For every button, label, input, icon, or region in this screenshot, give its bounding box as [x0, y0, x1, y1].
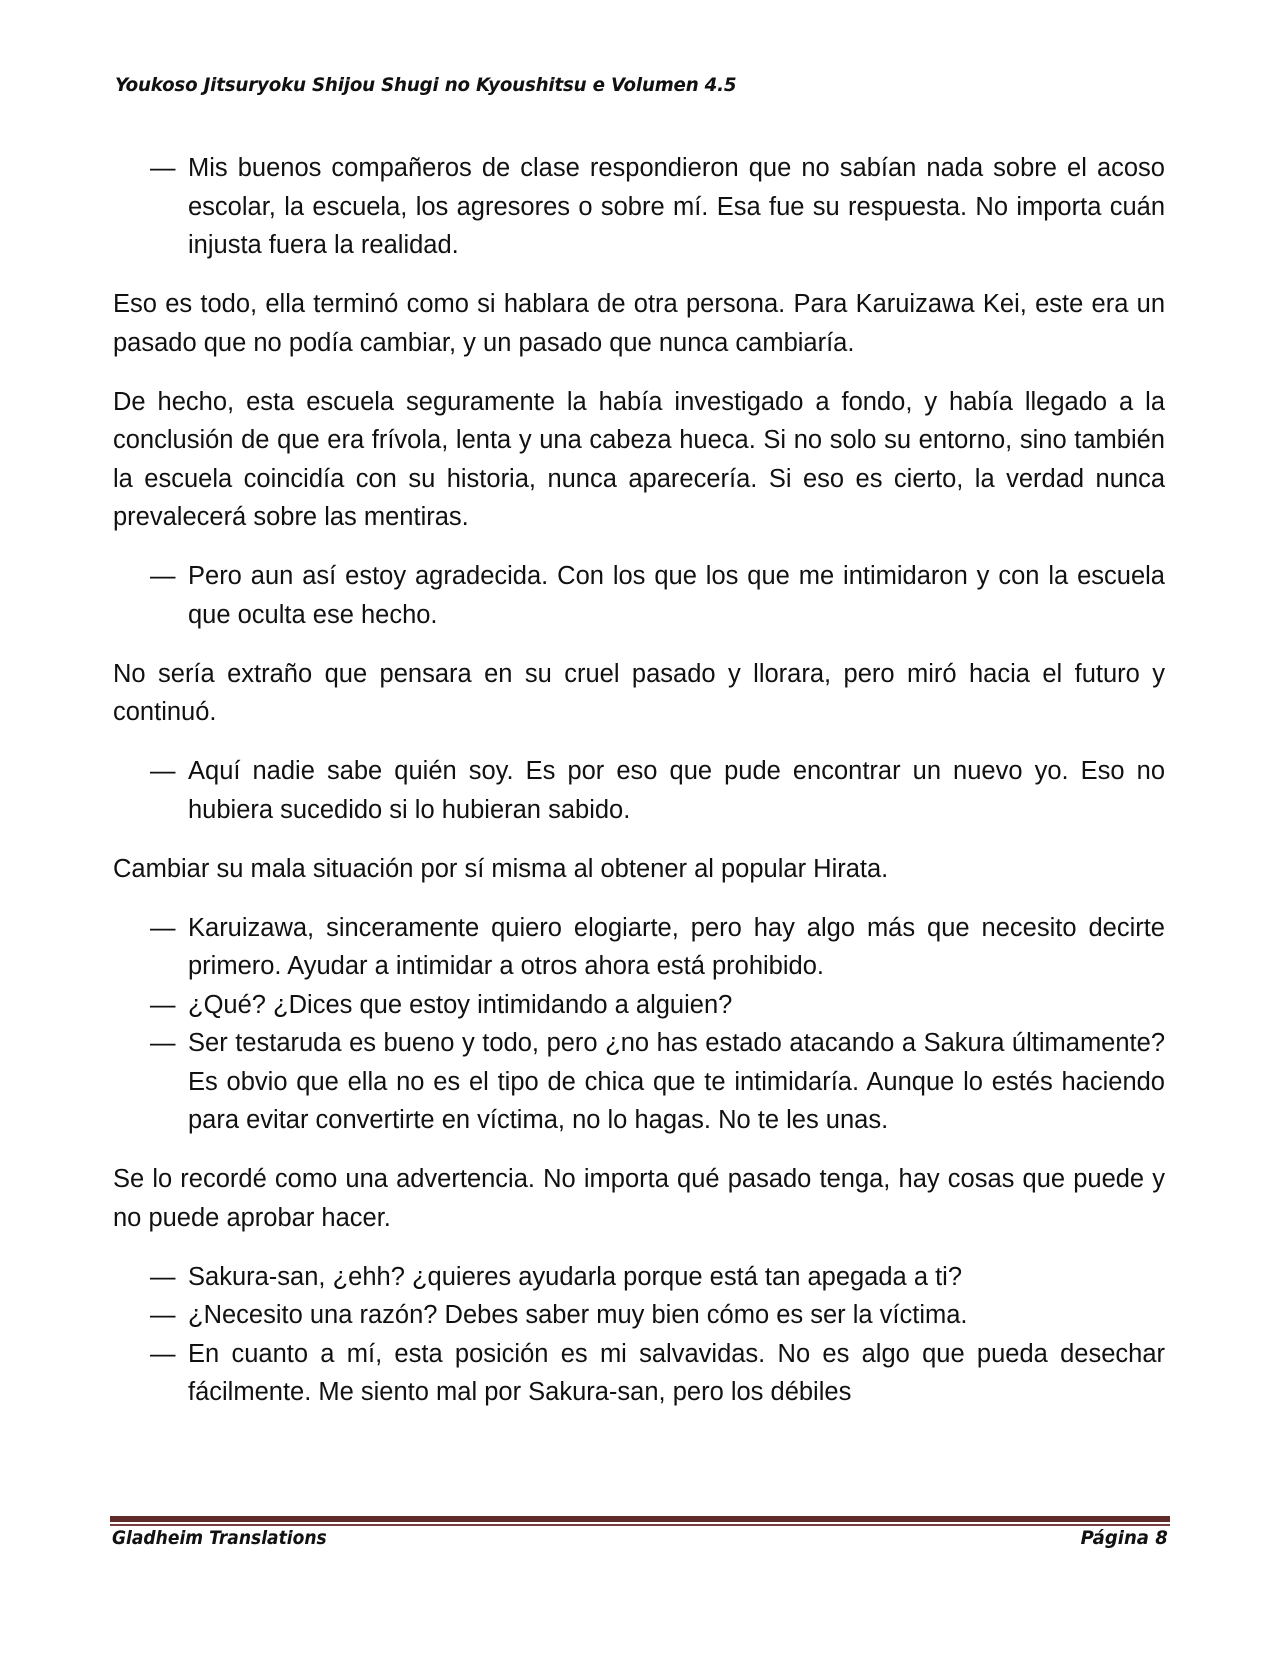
- em-dash: —: [150, 913, 176, 942]
- footer-rule: [110, 1516, 1170, 1526]
- footer-rule-thin: [110, 1524, 1170, 1526]
- dialogue-text: Ser testaruda es bueno y todo, pero ¿no has estado atacando a Sakura últimamente? Es obvio que ella no es el tipo de chica que te intimidaría. Aunque lo estés haciendo para evitar convertirte en víctima, no lo hagas. No te les unas.: [188, 1029, 1165, 1134]
- em-dash: —: [150, 990, 176, 1019]
- dialogue-text: ¿Necesito una razón? Debes saber muy bien cómo es ser la víctima.: [188, 1301, 968, 1329]
- running-header-title: Youkoso Jitsuryoku Shijou Shugi no Kyoushitsu e Volumen 4.5: [115, 74, 737, 96]
- dialogue-text: Pero aun así estoy agradecida. Con los que los que me intimidaron y con la escuela que oculta ese hecho.: [188, 562, 1165, 629]
- dialogue-line: [113, 752, 1165, 829]
- dialogue-line: [113, 1258, 1165, 1297]
- em-dash: —: [150, 1262, 176, 1291]
- em-dash: —: [150, 757, 176, 785]
- dialogue-line: [113, 149, 1165, 265]
- dialogue-text: Aquí nadie sabe quién soy. Es por eso que pude encontrar un nuevo yo. Eso no hubiera sucedido si lo hubieran sabido.: [188, 757, 1165, 824]
- dialogue-text: Sakura-san, ¿ehh? ¿quieres ayudarla porque está tan apegada a ti?: [188, 1262, 963, 1291]
- paragraph: De hecho, esta escuela seguramente la había investigado a fondo, y había llegado a la conclusión de que era frívola, lenta y una cabeza hueca. Si no solo su entorno, sino también la escuela coincidía con su historia, nunca aparecería. Si eso es cierto, la verdad nunca prevalecerá sobre las mentiras.: [113, 387, 1165, 531]
- dialogue-group: [113, 752, 1165, 829]
- dialogue-group: [113, 909, 1165, 1140]
- dialogue-text: Karuizawa, sinceramente quiero elogiarte, pero hay algo más que necesito decirte primero. Ayudar a intimidar a otros ahora está prohibido.: [188, 913, 1165, 980]
- footer-publisher: Gladheim Translations: [112, 1527, 327, 1549]
- footer-page-number: Página 8: [1080, 1527, 1168, 1549]
- em-dash: —: [150, 562, 176, 590]
- dialogue-text: Mis buenos compañeros de clase respondieron que no sabían nada sobre el acoso escolar, la escuela, los agresores o sobre mí. Esa fue su respuesta. No importa cuán injusta fuera la realidad.: [188, 154, 1165, 259]
- dialogue-text: ¿Qué? ¿Dices que estoy intimidando a alguien?: [188, 990, 733, 1019]
- em-dash: —: [150, 1029, 176, 1057]
- em-dash: —: [150, 154, 176, 182]
- footer-rule-thick: [110, 1516, 1170, 1522]
- paragraph: Cambiar su mala situación por sí misma al obtener al popular Hirata.: [113, 854, 889, 883]
- dialogue-line: [113, 909, 1165, 986]
- dialogue-line: [113, 1296, 1165, 1335]
- dialogue-group: [113, 149, 1165, 265]
- paragraph: Eso es todo, ella terminó como si hablara de otra persona. Para Karuizawa Kei, este era un pasado que no podía cambiar, y un pasado que nunca cambiaría.: [113, 290, 1165, 357]
- em-dash: —: [150, 1301, 176, 1329]
- dialogue-line: [113, 986, 1165, 1025]
- em-dash: —: [150, 1339, 176, 1368]
- paragraph: No sería extraño que pensara en su cruel pasado y llorara, pero miró hacia el futuro y continuó.: [113, 659, 1165, 726]
- dialogue-text: En cuanto a mí, esta posición es mi salvavidas. No es algo que pueda desechar fácilmente. Me siento mal por Sakura-san, pero los débiles: [188, 1339, 1165, 1406]
- paragraph: Se lo recordé como una advertencia. No importa qué pasado tenga, hay cosas que puede y no puede aprobar hacer.: [113, 1165, 1165, 1232]
- dialogue-group: [113, 557, 1165, 634]
- dialogue-group: [113, 1258, 1165, 1412]
- dialogue-line: [113, 1335, 1165, 1412]
- body-text: [113, 149, 1165, 1432]
- dialogue-line: [113, 557, 1165, 634]
- dialogue-line: [113, 1024, 1165, 1140]
